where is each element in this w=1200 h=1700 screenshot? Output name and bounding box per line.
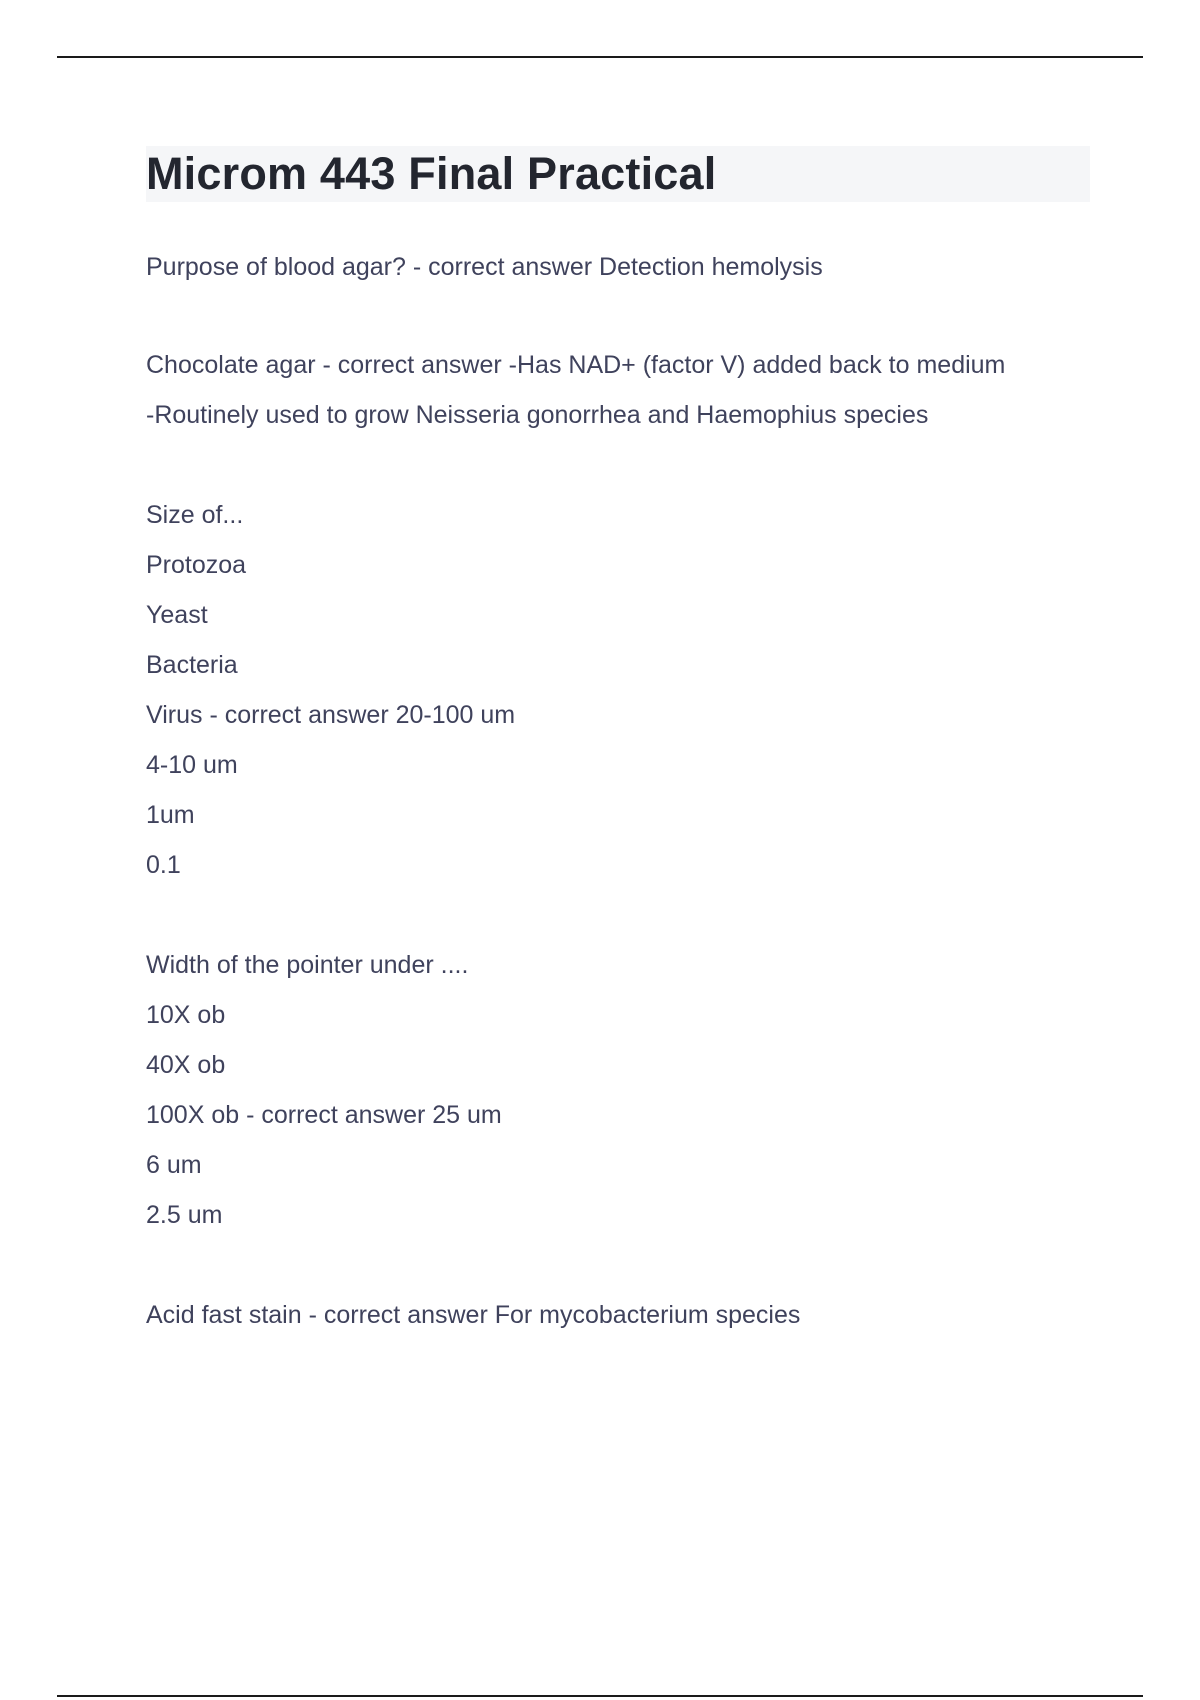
document-body	[146, 146, 1090, 1332]
qa-line: 6 um	[146, 1151, 202, 1179]
qa-block-pointer-width	[146, 948, 1090, 1232]
qa-line: Protozoa	[146, 551, 247, 579]
qa-block-acid-fast	[146, 1298, 1090, 1332]
qa-line: 0.1	[146, 851, 181, 879]
qa-line: Virus - correct answer 20-100 um	[146, 701, 516, 729]
qa-block-blood-agar	[146, 250, 1090, 284]
qa-line: 100X ob - correct answer 25 um	[146, 1101, 502, 1129]
qa-line: Size of...	[146, 501, 244, 529]
qa-line: Width of the pointer under ....	[146, 951, 469, 979]
qa-line: 10X ob	[146, 1001, 226, 1029]
qa-line: 4-10 um	[146, 751, 238, 779]
qa-line: Purpose of blood agar? - correct answer Detection hemolysis	[146, 253, 823, 281]
footer-rule	[57, 1695, 1143, 1697]
qa-line: 1um	[146, 801, 195, 829]
qa-line: Chocolate agar - correct answer -Has NAD+ (factor V) added back to medium	[146, 351, 1006, 379]
title-bar	[146, 146, 1090, 202]
qa-line: 2.5 um	[146, 1201, 223, 1229]
qa-line: -Routinely used to grow Neisseria gonorrhea and Haemophius species	[146, 401, 929, 429]
qa-line: 40X ob	[146, 1051, 226, 1079]
qa-line: Yeast	[146, 601, 208, 629]
header-rule	[57, 56, 1143, 58]
qa-line: Bacteria	[146, 651, 238, 679]
document-title: Microm 443 Final Practical	[146, 148, 717, 199]
qa-line: Acid fast stain - correct answer For mycobacterium species	[146, 1301, 801, 1329]
qa-block-chocolate-agar	[146, 348, 1026, 432]
qa-block-size-of	[146, 498, 1090, 882]
